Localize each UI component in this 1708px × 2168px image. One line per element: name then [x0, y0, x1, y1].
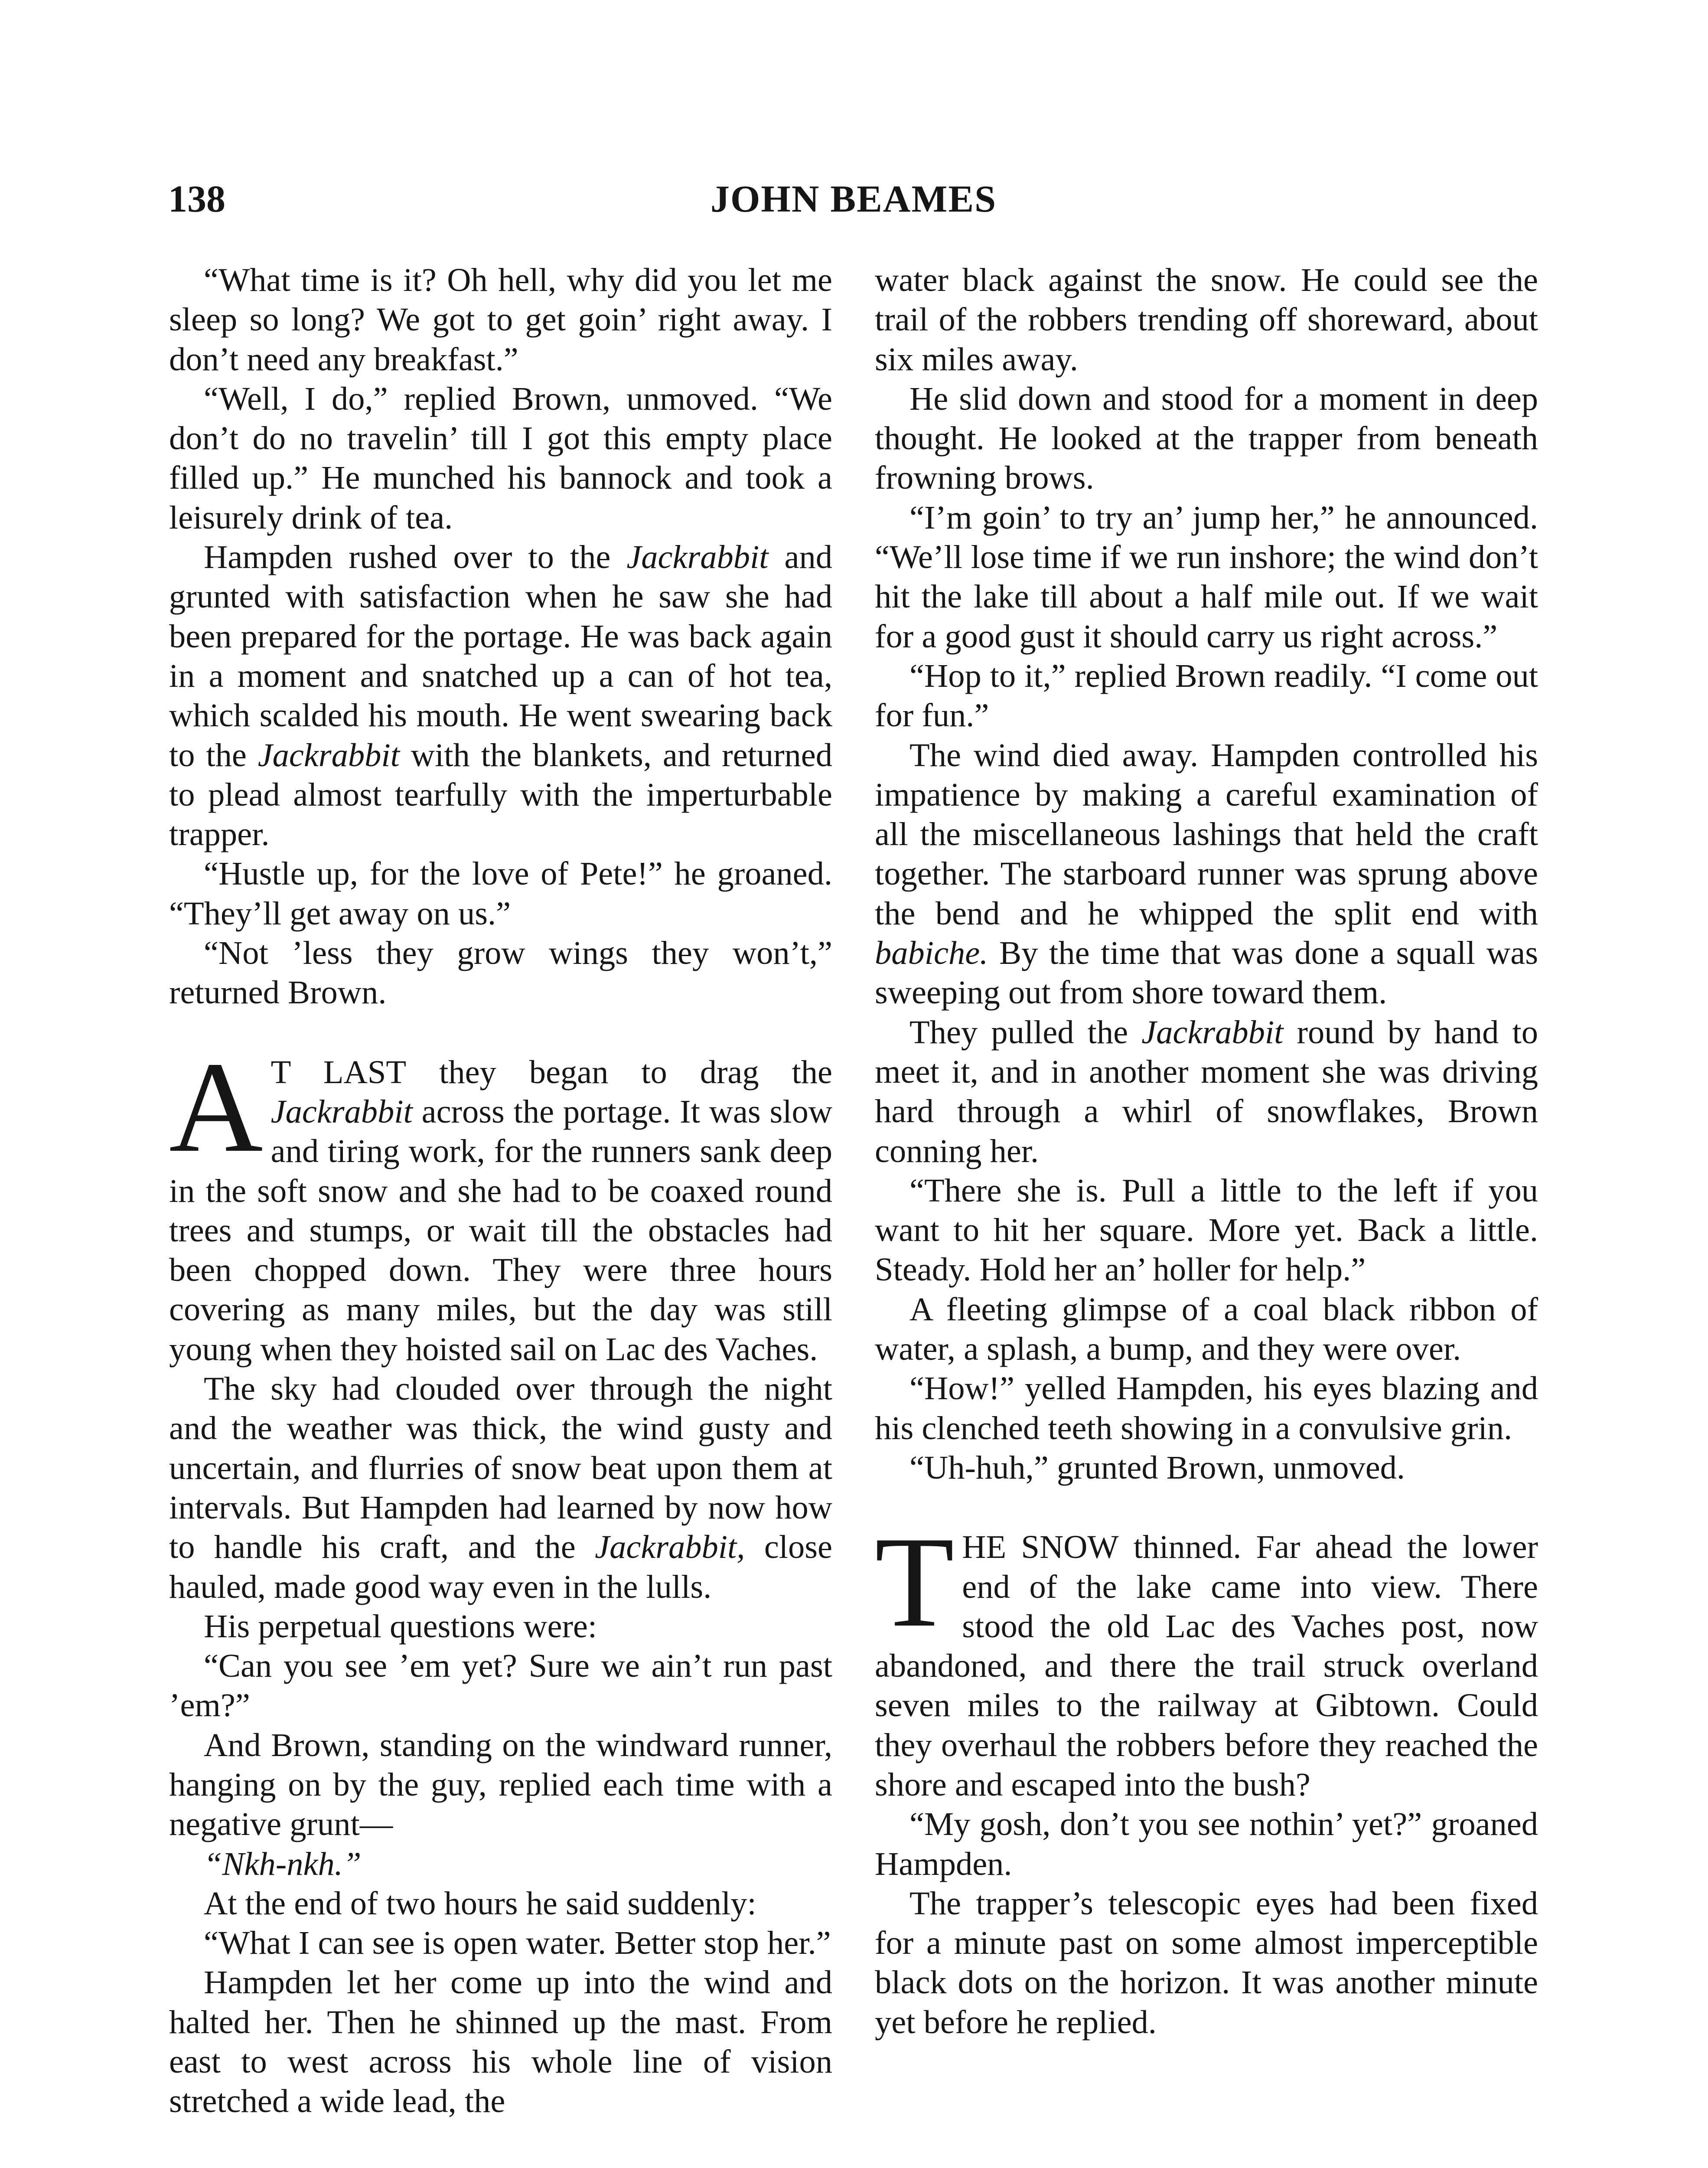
paragraph: water black against the snow. He could see the trail of the robbers trending off shoreward, about six miles away.	[875, 261, 1538, 378]
paragraph: They pulled the Jackrabbit round by hand to meet it, and in another moment she was driving hard through a whirl of snowflakes, Brown conning her.	[875, 1013, 1538, 1169]
paragraph: “Nkh-nkh.”	[204, 1845, 362, 1882]
paragraph: The trapper’s telescopic eyes had been fixed for a minute past on some almost imperceptible black dots on the horizon. It was another minute yet before he replied.	[875, 1884, 1538, 2041]
paragraph: The sky had clouded over through the night and the weather was thick, the wind gusty and uncertain, and flurries of snow beat upon them at intervals. But Hampden had learned by now how to handle his craft, and the Jackrabbit, close hauled, made good way even in the lulls.	[169, 1370, 833, 1605]
section-opening-paragraph: A T LAST they began to drag the Jackrabbit across the portage. It was slow and tiring work, for the runners sank deep in the soft snow and she had to be coaxed round trees and stumps, or wait till the obstacles had been chopped down. They were three hours covering as many miles, but the day was still young when they hoisted sail on Lac des Vaches.	[169, 1035, 832, 1368]
left-column	[169, 260, 832, 2168]
drop-cap: T	[875, 1510, 955, 1654]
paragraph: Hampden rushed over to the Jackrabbit and grunted with satisfaction when he saw she had been prepared for the portage. He was back again in a moment and snatched up a can of hot tea, which scalded his mouth. He went swearing back to the Jackrabbit with the blankets, and returned to plead almost tearfully with the imperturbable trapper.	[169, 539, 832, 853]
paragraph: His perpetual questions were:	[204, 1607, 597, 1645]
paragraph: And Brown, standing on the windward runner, hanging on by the guy, replied each time with a negative grunt—	[169, 1726, 832, 1843]
paragraph: At the end of two hours he said suddenly:	[204, 1884, 756, 1922]
paragraph: “How!” yelled Hampden, his eyes blazing and his clenched teeth showing in a convulsive grin.	[875, 1370, 1538, 1446]
paragraph: “What I can see is open water. Better stop her.”	[204, 1924, 831, 1962]
drop-cap: A	[169, 1035, 263, 1179]
paragraph: The wind died away. Hampden controlled his impatience by making a careful examination of all the miscellaneous lashings that held the craft together. The starboard runner was sprung above the bend and he whipped the split end with babiche. By the time that was done a squall was sweeping out from shore toward them.	[875, 736, 1538, 1011]
section-opening-paragraph: THE SNOW thinned. Far ahead the lower end of the lake came into view. There stood the old Lac des Vaches post, now abandoned, and there the trail struck overland seven miles to the railway at Gibtown. Could they overhaul the robbers before they reached the shore and escaped into the bush?	[875, 1510, 1538, 1803]
paragraph: A fleeting glimpse of a coal black ribbon of water, a splash, a bump, and they were over.	[875, 1290, 1538, 1368]
paragraph: Hampden let her come up into the wind and halted her. Then he shinned up the mast. From east to west across his whole line of vision stretched a wide lead, the	[169, 1964, 832, 2120]
running-header	[168, 176, 1539, 223]
paragraph: “Hop to it,” replied Brown readily. “I come out for fun.”	[875, 657, 1538, 734]
paragraph: “I’m goin’ to try an’ jump her,” he announced. “We’ll lose time if we run inshore; the wind don’t hit the lake till about a half mile out. If we wait for a good gust it should carry us right across.”	[875, 499, 1538, 655]
paragraph: “There she is. Pull a little to the left if you want to hit her square. More yet. Back a little. Steady. Hold her an’ holler for help.”	[875, 1172, 1538, 1288]
paragraph: “What time is it? Oh hell, why did you let me sleep so long? We got to get goin’ right away. I don’t need any breakfast.”	[169, 261, 832, 378]
paragraph: He slid down and stood for a moment in deep thought. He looked at the trapper from beneath frowning brows.	[875, 380, 1538, 496]
right-column	[875, 260, 1538, 2168]
paragraph: “My gosh, don’t you see nothin’ yet?” groaned Hampden.	[875, 1806, 1538, 1882]
running-title: JOHN BEAMES	[710, 178, 997, 220]
paragraph: “Uh-huh,” grunted Brown, unmoved.	[909, 1449, 1405, 1486]
paragraph: “Hustle up, for the love of Pete!” he groaned. “They’ll get away on us.”	[169, 855, 832, 932]
paragraph: “Well, I do,” replied Brown, unmoved. “We don’t do no travelin’ till I got this empty place filled up.” He munched his bannock and took a leisurely drink of tea.	[169, 380, 832, 536]
paragraph: “Can you see ’em yet? Sure we ain’t run past ’em?”	[169, 1647, 832, 1724]
page-number: 138	[168, 178, 225, 220]
paragraph: “Not ’less they grow wings they won’t,” returned Brown.	[169, 934, 832, 1011]
